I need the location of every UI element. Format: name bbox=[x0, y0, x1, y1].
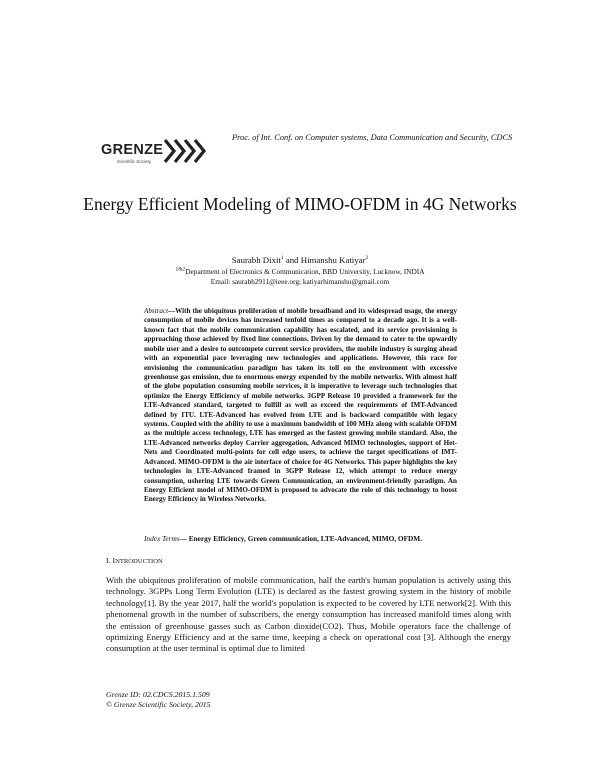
grenze-id: Grenze ID: 02.CDCS.2015.1.509 bbox=[106, 690, 210, 699]
author-2: Himanshu Katiyar bbox=[300, 255, 366, 265]
paper-title: Energy Efficient Modeling of MIMO-OFDM in 4G Networks bbox=[83, 194, 517, 214]
logo-chevrons-icon bbox=[163, 138, 211, 164]
section-heading bbox=[106, 556, 163, 565]
proceedings-header: Proc. of Int. Conf. on Computer systems, Data Communication and Security, CDCS bbox=[232, 133, 513, 142]
section-rest: NTRODUCTION bbox=[115, 558, 163, 565]
author-2-sup: 2 bbox=[365, 255, 369, 262]
abstract-text: —With the ubiquitous proliferation of mobile broadband and its widespread usage, the energy consumption of mobile devices has increased tenfold times as compared to a decade ago. It is a well-known fact that the mobile communication capability has escalated, and its service provisioning is approaching those achieved by fixed line connections. Driven by the demand to cater to the upwardly mobile user and a desire to outcompete current service providers, the mobile industry is surging ahead with an exponential pace leveraging new technologies and applications. However, this race for envisioning the communication paradigm has taken its toll on the environment with excessive greenhouse gas emission, due to enormous energy expended by the mobile networks. With almost half of the globe population consuming mobile services, it is imperative to leverage such technologies that optimize the Energy Efficiency of mobile networks. 3GPP Release 10 provided a framework for the LTE-Advanced standard, targeted to fulfill as well as exceed the requirements of IMT-Advanced defined by ITU. LTE-Advanced has evolved from LTE and is backward compatible with legacy systems. Coupled with the ability to use a maximum bandwidth of 100 MHz along with scalable OFDM as the multiple access technology, LTE has emerged as the fastest growing mobile standard. Also, the LTE-Advanced networks deploy Carrier aggregation, Advanced MIMO technologies, support of Het-Nets and Coordinated multi-points for cell edge users, to achieve the target specifications of IMT-Advanced. MIMO-OFDM is the air interface of choice for 4G Networks. This paper highlights the key technologies in LTE-Advanced framed in 3GPP Release 12, which attempt to reduce energy consumption, ushering LTE towards Green Communication, an environment-friendly paradigm. An Energy Efficient model of MIMO-OFDM is proposed to advocate the role of this technology to boost Energy Efficiency in Wireless Networks. bbox=[144, 307, 457, 504]
affiliation bbox=[60, 267, 540, 276]
authors-and: and bbox=[283, 255, 301, 265]
abstract bbox=[144, 307, 457, 505]
author-1-sup: 1 bbox=[280, 255, 284, 262]
affiliation-sup: 1&2 bbox=[175, 266, 186, 273]
copyright: © Grenze Scientific Society, 2015 bbox=[106, 700, 211, 709]
section-first-letter: I bbox=[112, 556, 116, 565]
intro-paragraph: With the ubiquitous proliferation of mobile communication, half the earth's human population is actively using this technology. 3GPPs Long Term Evolution (LTE) is declared as the fastest growing system in the history of mobile technology[1]. By the year 2017, half the world's population is expected to be covered by LTE network[2]. With this phenomenal growth in the number of subscribers, the energy consumption has increased manifold times along with the emission of greenhouse gasses such as Carbon dioxide(CO2). Thus, Mobile operators face the challenge of optimizing Energy Efficiency and at the same time, keeping a check on operational cost [3]. Although the energy consumption at the user terminal is optimal due to limited bbox=[106, 575, 511, 654]
logo-tagline: Scientific Society bbox=[117, 159, 152, 164]
publisher-logo bbox=[101, 134, 211, 168]
affiliation-text: Department of Electronics & Communication, BBD University, Lucknow, INDIA bbox=[185, 267, 425, 276]
abstract-label: Abstract bbox=[144, 307, 169, 315]
index-terms bbox=[144, 534, 464, 543]
author-1: Saurabh Dixit bbox=[231, 255, 281, 265]
section-number: I. bbox=[106, 556, 113, 565]
authors bbox=[60, 255, 540, 266]
index-terms-text: — Energy Efficiency, Green communication, LTE-Advanced, MIMO, OFDM. bbox=[179, 534, 423, 543]
index-terms-label: Index Terms bbox=[144, 534, 180, 543]
email-line: Email: saurabh2911@ieee.org; katiyarhimanshu@gmail.com bbox=[210, 277, 390, 286]
logo-wordmark: GRENZE bbox=[101, 142, 164, 158]
